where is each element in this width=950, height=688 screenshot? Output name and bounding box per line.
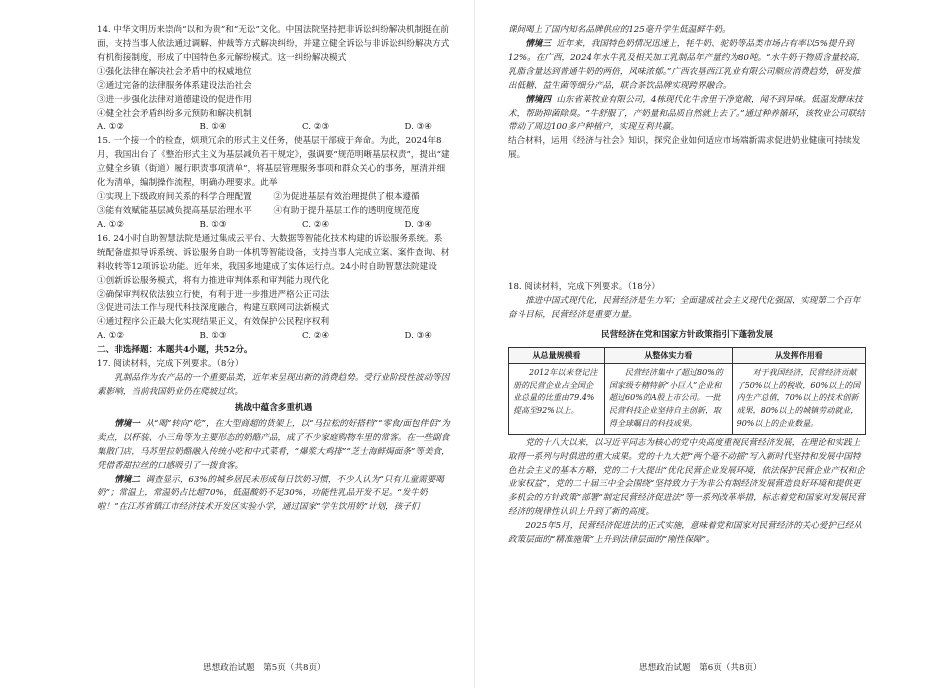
q18-table [508, 347, 866, 435]
q15-items-row-1 [97, 191, 450, 205]
table-cell-2: 民营经济集中了超过80%的国家级专精特新“小巨人”企业和超过60%的A股上市公司。一批民营科技企业坚持自主创新，取得全球瞩目的科技成果。 [605, 363, 733, 434]
q17-scenario-4 [508, 94, 866, 136]
page-6-footer: 思想政治试题 第6页（共8页） [639, 663, 762, 673]
q15-items-row-2 [97, 205, 450, 219]
table-header-2: 从整体实力看 [605, 347, 733, 363]
q18-paragraph-2: 2025年5月，民营经济促进法的正式实施，意味着党和国家对民营经济的关心爱护已经从政策层面的“精准施策”上升到法律层面的“刚性保障”。 [508, 521, 862, 546]
q15-option-a[interactable]: A. ①② [97, 219, 125, 230]
q15-option-d[interactable]: D. ③④ [404, 219, 432, 230]
q15-item-4: ④有助于提升基层工作的透明度规范度 [273, 205, 420, 216]
q16-option-d[interactable]: D. ③④ [404, 331, 432, 342]
q17-continuation: 课间喝上了国内知名品牌供应的125毫升学生低温鲜牛奶。 [508, 25, 731, 35]
scenario-3-text: 近年来，我国特色奶情况迅速上，牦牛奶、驼奶等品类市场占有率以5%提升到12%。在广西，2024年水牛乳及相关加工乳制品年产量约为80吨。“水牛奶干物质含量较高，乳脂含量达到普通牛奶的两倍，风味浓郁。”广西农垦西江乳业有限公司顺应消费趋势，研发推出低糖、益生菌等细分产品，联合茶饮品牌实现跨界融合。 [508, 38, 866, 91]
q16-options [97, 330, 450, 344]
scenario-4-text: 山东省莱牧业有限公司，4栋现代化牛舍里干净宽敞，闻不到异味。低温发酵床技术，帮助抑菌除臭。“牛舒服了，产奶量和品质自然就上去了。”通过种养循环，该牧业公司联结带动了周边100多户种植户，实现互利共赢。 [508, 94, 865, 133]
q17-intro: 乳制品作为农产品的一个重要品类，近年来呈现出新的消费趋势。受行业阶段性波动等因素影响，当前我国奶业仍在爬坡过坎。 [97, 373, 450, 397]
q14-option-d[interactable]: D. ③④ [404, 122, 432, 133]
q17-scenario-3 [508, 38, 866, 94]
q18-paragraph-1: 党的十八大以来，以习近平同志为核心的党中央高度重视民营经济发展，在理论和实践上取得一系列与时俱进的重大成果。党的十九大把“两个毫不动摇”写入新时代坚持和发展中国特色社会主义的基本方略，党的二十大提出“优化民营企业发展环境，依法保护民营企业产权和企业家权益”，党的二十届三中全会围绕“坚持致力于为非公有制经济发展营造良好环境和提供更多机会的方针政策”部署“制定民营经济促进法”等一系列改革举措，标志着党和国家对发展民营经济的规律性认识上升到了新的高度。 [508, 437, 865, 518]
answer-space [508, 163, 866, 281]
page-5-column [97, 24, 450, 515]
page-6-column [508, 24, 866, 548]
q16-item-3: ③促进司法工作与现代科技深度融合，构建互联网司法新模式 [97, 303, 330, 314]
q16-option-a[interactable]: A. ①② [97, 331, 125, 342]
table-cell-1: 2012年以来登记注册的民营企业占全国企业总量的比重由79.4%提高至92%以上。 [509, 363, 605, 434]
q18-stem: 18. 阅读材料，完成下列要求。（18分） [508, 282, 660, 293]
q18-intro: 推进中国式现代化，民营经济是生力军；全面建成社会主义现代化强国、实现第二个百年奋斗目标，民营经济是重要力量。 [508, 296, 861, 321]
page-5-footer: 思想政治试题 第5页（共8页） [203, 663, 326, 673]
q16-option-c[interactable]: C. ②④ [302, 331, 330, 342]
table-header-3: 从发挥作用看 [732, 347, 865, 363]
q17-task: 结合材料，运用《经济与社会》知识，探究企业如何适应市场端新需求促进奶业健康可持续发展。 [508, 136, 861, 161]
q15-stem: 15. 一个接一个的检查，烦琐冗余的形式主义任务，使基层干部疲于奔命。为此，2024年8月，我国出台了《整治形式主义为基层减负若干规定》，强调要“规范明晰基层权责”，提出“建立健全乡镇（街道）履行职责事项清单”，将基层管理服务事项和群众关心的事务，厘清并细化为清单，编制操作流程，明确办理要求。此举 [97, 136, 450, 189]
q14-options [97, 121, 450, 135]
q15-item-3: ③能有效赋能基层减负提高基层治理水平 [97, 205, 252, 216]
q15-option-b[interactable]: B. ①③ [199, 219, 227, 230]
q16-item-4: ④通过程序公正最大化实现结果正义，有效保护公民程序权利 [97, 317, 330, 328]
q14-item-3: ③进一步强化法律对道德建设的促进作用 [97, 94, 252, 105]
q15-options [97, 219, 450, 233]
page-5 [0, 0, 474, 688]
scenario-4-label: 情境四 [525, 94, 551, 105]
q15-item-2: ②为促进基层有效治理提供了根本遵循 [273, 192, 420, 203]
section-2-heading: 二、非选择题：本题共4小题，共52分。 [97, 345, 253, 356]
table-cell-3: 对于我国经济，民营经济贡献了50%以上的税收，60%以上的国内生产总值，70%以上的技术创新成果，80%以上的城镇劳动就业，90%以上的企业数量。 [732, 363, 865, 434]
q14-stem: 14. 中华文明历来崇尚“以和为贵”和“无讼”文化。中国法院坚持把非诉讼纠纷解决机制挺在前面，支持当事人依法通过调解、仲裁等方式解决纠纷，并建立健全诉讼与非诉讼纠纷解决方式有机衔接制度，形成了中国特色多元解纷模式。这一纠纷解决模式 [97, 25, 450, 63]
scenario-2-text: 调查显示，63%的城乡居民未形成每日饮奶习惯，不少人认为“只有儿童需要喝奶”；常温上，常温奶占比超70%，低温酸奶不足30%，功能性乳品开发不足。“发牛奶啦！”在江苏省镇江市经济技术开发区实验小学，通过国家“学生饮用奶”计划，孩子们 [97, 474, 444, 513]
q14-option-c[interactable]: C. ②③ [302, 122, 330, 133]
scenario-2-label: 情境二 [114, 474, 140, 485]
q18-table-title: 民营经济在党和国家方针政策指引下蓬勃发展 [601, 329, 773, 340]
scenario-1-label: 情境一 [114, 418, 140, 429]
table-row [509, 363, 866, 434]
q16-stem: 16. 24小时自助智慧法院是通过集成云平台、大数据等智能化技术构建的诉讼服务系统。系统配备虚拟导诉系统、诉讼服务自助一体机等智能设备，支持当事人完成立案、案件查询、材料收转等12项诉讼功能。近年来，我国多地建成了实体运行点。24小时自助智慧法院建设 [97, 233, 450, 272]
table-header-row [509, 347, 866, 363]
q14-item-1: ①强化法律在解决社会矛盾中的权威地位 [97, 66, 252, 77]
scenario-1-text: 从“喝”转向“吃”，在大型商超的货架上，以“马拉松的好搭档”“零食/面包伴侣”为卖点，以杯装、小三角等为主要形态的奶酪产品，成了不少家庭购物车里的常客。在一些副食集散门店，马苏里拉奶酪融入传统小吃和中式菜肴，“爆浆大鸡排”“芝士海鲜焗面条”等美食，凭借香甜拉丝的口感吸引了一拨食客。 [97, 418, 450, 471]
table-header-1: 从总量规模看 [509, 347, 605, 363]
q14-option-b[interactable]: B. ①④ [199, 122, 227, 133]
q16-item-2: ②确保审判权依法独立行使，有利于进一步推进严格公正司法 [97, 289, 330, 300]
q17-material-title: 挑战中蕴含多重机遇 [234, 402, 313, 413]
q17-stem: 17. 阅读材料，完成下列要求。（8分） [97, 359, 244, 370]
q14-item-4: ④健全社会矛盾纠纷多元预防和解决机制 [97, 108, 252, 119]
q17-scenario-2 [97, 474, 450, 516]
q14-option-a[interactable]: A. ①② [97, 122, 125, 133]
q17-scenario-1 [97, 418, 450, 474]
page-6 [476, 0, 950, 688]
q15-option-c[interactable]: C. ②④ [302, 219, 330, 230]
scenario-3-label: 情境三 [525, 38, 551, 49]
q16-item-1: ①创新诉讼服务模式，将有力推进审判体系和审判能力现代化 [97, 275, 330, 286]
q15-item-1: ①实现上下级政府间关系的科学合理配置 [97, 192, 252, 203]
q16-option-b[interactable]: B. ①③ [199, 331, 227, 342]
q14-item-2: ②通过完备的法律服务体系建设法治社会 [97, 80, 252, 91]
page-divider [474, 0, 475, 688]
